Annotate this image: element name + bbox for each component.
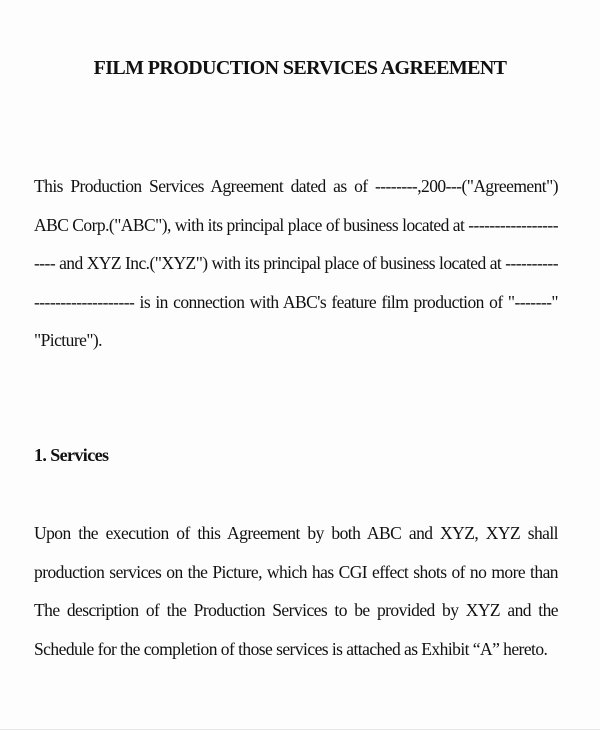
services-line: The description of the Production Services to be provided by XYZ and the — [34, 600, 558, 620]
intro-line: ---- and XYZ Inc.("XYZ") with its principal place of business located at ---------- — [34, 253, 558, 273]
services-line: Schedule for the completion of those services is attached as Exhibit “A” hereto. — [34, 638, 548, 659]
services-line: production services on the Picture, which has CGI effect shots of no more than — [34, 561, 558, 582]
intro-line: ABC Corp.("ABC"), with its principal place of business located at ----------------- — [34, 214, 558, 235]
services-paragraph — [34, 514, 558, 668]
intro-paragraph — [34, 167, 558, 360]
section-heading-services: 1. Services — [34, 445, 109, 465]
document-title: FILM PRODUCTION SERVICES AGREEMENT — [93, 57, 507, 79]
services-line: Upon the execution of this Agreement by both ABC and XYZ, XYZ shall — [34, 523, 558, 543]
intro-line: This Production Services Agreement dated as of --------,200---("Agreement") — [34, 176, 558, 196]
intro-line: ------------------- is in connection with ABC's feature film production of "-------" — [34, 291, 558, 312]
intro-line: "Picture"). — [34, 330, 103, 350]
